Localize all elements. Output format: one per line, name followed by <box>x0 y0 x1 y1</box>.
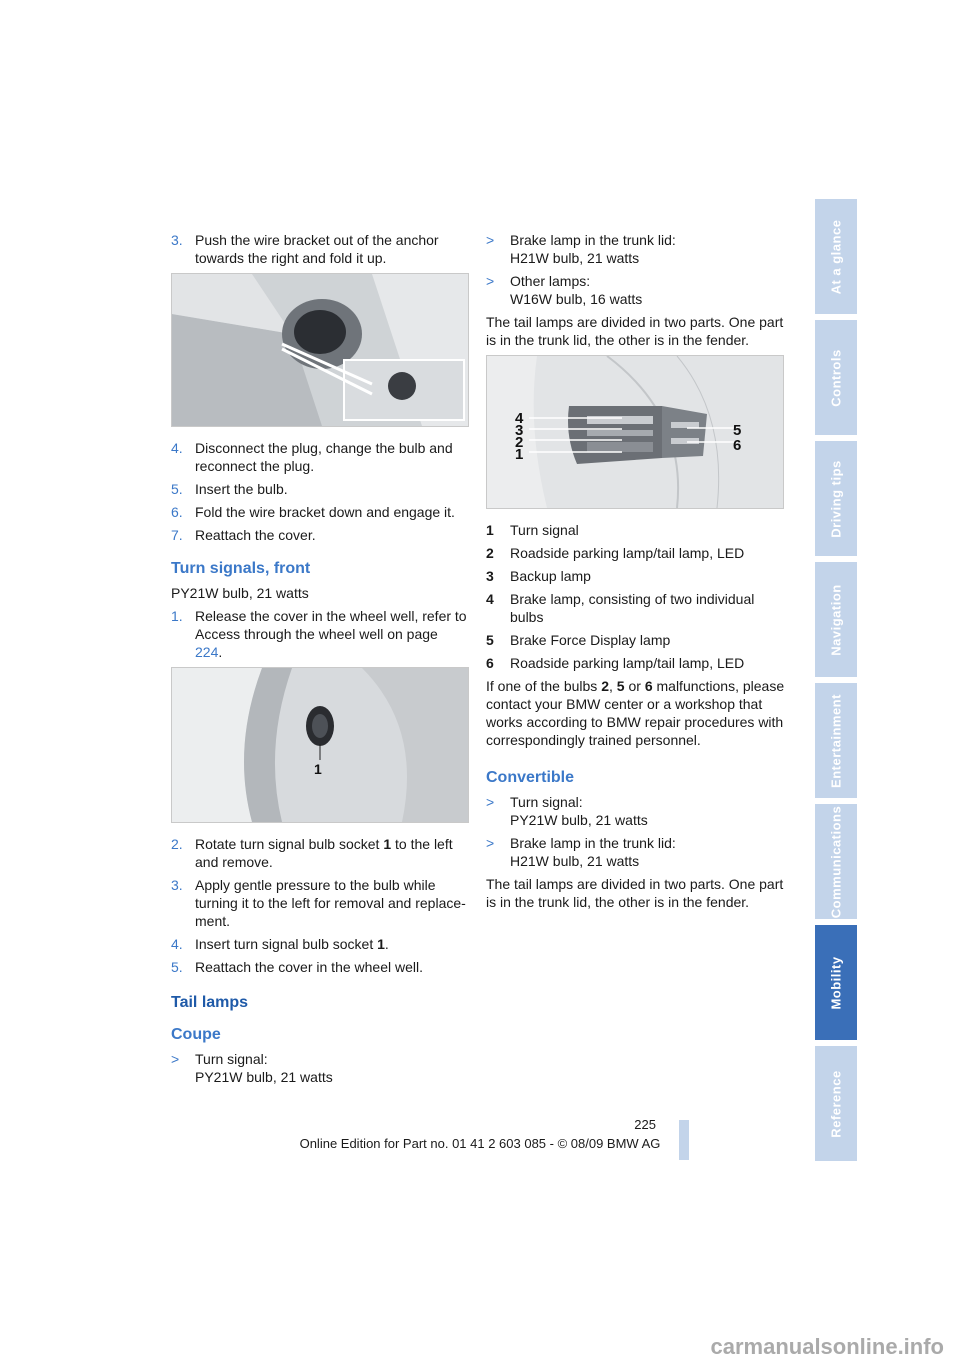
step-text: Insert the bulb. <box>195 481 288 497</box>
turn-step-5 <box>171 958 467 976</box>
label-5: 5 <box>733 422 742 439</box>
malfunction-text: If one of the bulbs <box>486 678 602 694</box>
bulb-ref-5: 5 <box>616 678 625 694</box>
legend-item-6 <box>486 654 786 672</box>
tab-label: Controls <box>828 348 844 407</box>
step-7 <box>171 526 467 544</box>
legend-number: 4 <box>486 591 494 607</box>
steps-after-list <box>171 439 467 544</box>
malfunction-paragraph <box>486 677 786 749</box>
step-text: Release the cover in the wheel well, refer to Access through the wheel well on page <box>195 608 467 642</box>
step-number: 3. <box>171 877 183 893</box>
turn-step-4 <box>171 935 467 953</box>
legend-item-1 <box>486 521 786 539</box>
step-number: 1. <box>171 608 183 624</box>
turn-bulb-spec: PY21W bulb, 21 watts <box>171 585 309 601</box>
step-text-end: . <box>384 936 389 952</box>
bullet-line-2: H21W bulb, 21 watts <box>510 250 640 266</box>
step-3-wire-bracket <box>171 231 467 267</box>
photo-tail-lamp <box>486 355 784 509</box>
legend-text: Roadside parking lamp/tail lamp, LED <box>510 545 745 561</box>
label-3: 3 <box>515 422 524 439</box>
legend-number: 3 <box>486 568 494 584</box>
step-text-end: . <box>218 644 223 660</box>
wire-bracket-illustration <box>172 274 468 426</box>
tail-lamp-illustration <box>487 356 783 508</box>
label-4: 4 <box>515 410 524 427</box>
bullet-line-1: Other lamps: <box>510 273 591 289</box>
step-number: 4. <box>171 936 183 952</box>
turn-step-3 <box>171 876 467 930</box>
tab-controls[interactable] <box>815 320 857 435</box>
tab-label: Navigation <box>828 583 844 656</box>
socket-label: 1 <box>314 761 322 777</box>
turn-step-1 <box>171 607 467 661</box>
bullet-line-1: Brake lamp in the trunk lid: <box>510 835 676 851</box>
tab-driving-tips[interactable] <box>815 441 857 556</box>
bullet-line-1: Turn signal: <box>510 794 583 810</box>
step-text: Fold the wire bracket down and engage it. <box>195 504 455 520</box>
step-number: 6. <box>171 504 183 520</box>
bullet-line-2: PY21W bulb, 21 watts <box>510 812 648 828</box>
bullet-line-1: Brake lamp in the trunk lid: <box>510 232 676 248</box>
tab-navigation[interactable] <box>815 562 857 677</box>
bullet-line-2: PY21W bulb, 21 watts <box>195 1069 333 1085</box>
tab-label: At a glance <box>828 219 844 294</box>
chapter-tabs <box>815 199 857 1167</box>
right-column <box>486 231 786 916</box>
label-2: 2 <box>515 434 524 451</box>
heading-convertible: Convertible <box>486 769 575 786</box>
step-text-end: to the left and remove. <box>195 836 453 870</box>
bullet-marker: > <box>171 1051 180 1067</box>
page-link-224[interactable]: 224 <box>195 644 219 660</box>
legend-item-3 <box>486 567 786 585</box>
photo-wheel-well <box>171 667 469 823</box>
bullet-line-2: H21W bulb, 21 watts <box>510 853 640 869</box>
socket-ref: 1 <box>377 936 385 952</box>
step-text: Insert turn signal bulb socket <box>195 936 378 952</box>
bullet-line-2: W16W bulb, 16 watts <box>510 291 643 307</box>
tab-communications[interactable] <box>815 804 857 919</box>
step-text: Reattach the cover. <box>195 527 316 543</box>
bulb-ref-6: 6 <box>644 678 653 694</box>
separator: or <box>624 678 645 694</box>
left-column <box>171 231 467 1091</box>
watermark: carmanualsonline.info <box>710 1334 944 1359</box>
coupe-bullet-turn-signal <box>171 1050 467 1086</box>
legend-number: 5 <box>486 632 494 648</box>
legend-item-5 <box>486 631 786 649</box>
legend-number: 6 <box>486 655 494 671</box>
heading-turn-signals-front: Turn signals, front <box>171 560 311 577</box>
legend-text: Roadside parking lamp/tail lamp, LED <box>510 655 745 671</box>
malfunction-text-end: malfunctions, please contact your BMW center or a workshop that works according to BMW repair procedures with correspondingly trained personnel. <box>486 678 785 748</box>
bullet-marker: > <box>486 835 495 851</box>
step-number: 7. <box>171 527 183 543</box>
separator: , <box>609 678 617 694</box>
legend-text: Brake lamp, consisting of two individual bulbs <box>510 591 755 625</box>
heading-coupe: Coupe <box>171 1026 221 1043</box>
legend-list <box>486 521 786 672</box>
tab-label: Mobility <box>828 955 844 1010</box>
step-number: 5. <box>171 481 183 497</box>
bulb-ref-2: 2 <box>601 678 609 694</box>
photo-wire-bracket <box>171 273 469 427</box>
step-number: 3. <box>171 232 183 248</box>
legend-number: 2 <box>486 545 494 561</box>
legend-item-2 <box>486 544 786 562</box>
heading-tail-lamps: Tail lamps <box>171 994 249 1011</box>
legend-text: Backup lamp <box>510 568 591 584</box>
tab-label: Driving tips <box>828 459 844 538</box>
tab-entertainment[interactable] <box>815 683 857 798</box>
conv-bullet-turn-signal <box>486 793 786 829</box>
legend-item-4 <box>486 590 786 626</box>
turn-step-2 <box>171 835 467 871</box>
tab-at-a-glance[interactable] <box>815 199 857 314</box>
tab-label: Entertainment <box>828 693 844 788</box>
page-number: 225 <box>634 1117 656 1132</box>
wheel-well-illustration <box>172 668 468 822</box>
legend-text: Brake Force Display lamp <box>510 632 671 648</box>
step-text: Disconnect the plug, change the bulb and reconnect the plug. <box>195 440 453 474</box>
tab-mobility[interactable] <box>815 925 857 1040</box>
legend-number: 1 <box>486 522 494 538</box>
step-number: 2. <box>171 836 183 852</box>
step-number: 5. <box>171 959 183 975</box>
bullet-other-lamps <box>486 272 786 308</box>
bullet-marker: > <box>486 794 495 810</box>
step-4 <box>171 439 467 475</box>
step-5 <box>171 480 467 498</box>
label-1: 1 <box>515 446 524 463</box>
tail-lamps-paragraph: The tail lamps are divided in two parts. One part is in the trunk lid, the other is in the fender. <box>486 314 784 348</box>
step-text: Apply gentle pressure to the bulb while turning it to the left for removal and replacement. <box>195 877 466 929</box>
turn-steps-list <box>171 835 467 976</box>
step-6 <box>171 503 467 521</box>
footer-edition: Online Edition for Part no. 01 41 2 603 085 - © 08/09 BMW AG <box>299 1136 661 1151</box>
step-text: Reattach the cover in the wheel well. <box>195 959 424 975</box>
step-text: Push the wire bracket out of the anchor towards the right and fold it up. <box>195 232 439 266</box>
step-text: Rotate turn signal bulb socket <box>195 836 384 852</box>
bullet-marker: > <box>486 232 495 248</box>
step-number: 4. <box>171 440 183 456</box>
legend-text: Turn signal <box>510 522 579 538</box>
bullet-brake-lamp <box>486 231 786 267</box>
conv-bullet-brake-lamp <box>486 834 786 870</box>
bullet-line-1: Turn signal: <box>195 1051 268 1067</box>
bullet-marker: > <box>486 273 495 289</box>
socket-ref: 1 <box>383 836 392 852</box>
tab-label: Communications <box>828 805 844 918</box>
conv-tail-paragraph: The tail lamps are divided in two parts. One part is in the trunk lid, the other is in the fender. <box>486 876 784 910</box>
tab-label: Reference <box>828 1069 844 1138</box>
label-6: 6 <box>733 437 742 454</box>
